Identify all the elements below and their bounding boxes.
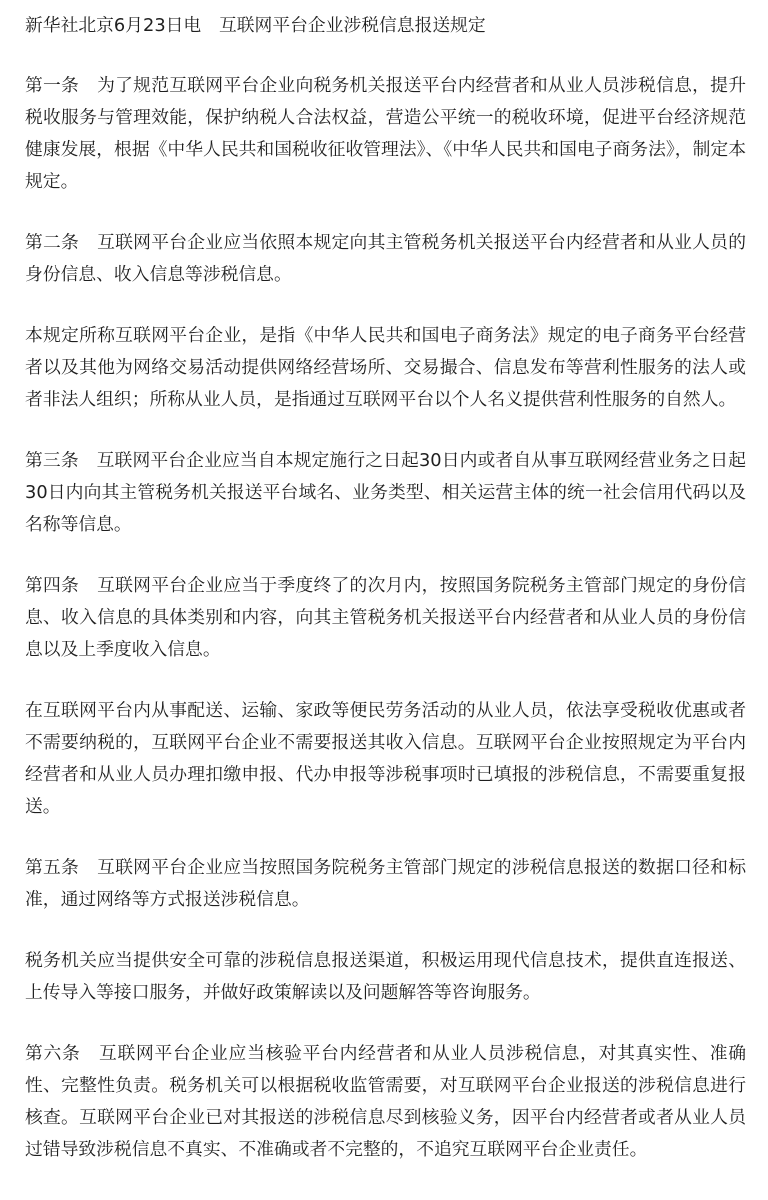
article-2-paragraph: 第二条 互联网平台企业应当依照本规定向其主管税务机关报送平台内经营者和从业人员的身份信息、收入信息等涉税信息。: [25, 232, 746, 285]
article-3-paragraph: 第三条 互联网平台企业应当自本规定施行之日起30日内或者自从事互联网经营业务之日起30日内向其主管税务机关报送平台域名、业务类型、相关运营主体的统一社会信用代码以及名称等信息。: [25, 450, 746, 535]
article-1-paragraph: 第一条 为了规范互联网平台企业向税务机关报送平台内经营者和从业人员涉税信息，提升税收服务与管理效能，保护纳税人合法权益，营造公平统一的税收环境，促进平台经济规范健康发展，根据《中华人民共和国税收征收管理法》、《中华人民共和国电子商务法》，制定本规定。: [25, 75, 746, 192]
article-5-paragraph: 第五条 互联网平台企业应当按照国务院税务主管部门规定的涉税信息报送的数据口径和标准，通过网络等方式报送涉税信息。: [25, 857, 746, 910]
article-dateline-title: 新华社北京6月23日电 互联网平台企业涉税信息报送规定: [25, 15, 486, 36]
article-5-service-paragraph: 税务机关应当提供安全可靠的涉税信息报送渠道，积极运用现代信息技术，提供直连报送、上传导入等接口服务，并做好政策解读以及问题解答等咨询服务。: [25, 950, 746, 1003]
article-4-exemption-paragraph: 在互联网平台内从事配送、运输、家政等便民劳务活动的从业人员，依法享受税收优惠或者不需要纳税的，互联网平台企业不需要报送其收入信息。互联网平台企业按照规定为平台内经营者和从业人员办理扣缴申报、代办申报等涉税事项时已填报的涉税信息，不需要重复报送。: [25, 700, 746, 817]
article-4-paragraph: 第四条 互联网平台企业应当于季度终了的次月内，按照国务院税务主管部门规定的身份信息、收入信息的具体类别和内容，向其主管税务机关报送平台内经营者和从业人员的身份信息以及上季度收入信息。: [25, 575, 746, 660]
article-6-paragraph: 第六条 互联网平台企业应当核验平台内经营者和从业人员涉税信息，对其真实性、准确性、完整性负责。税务机关可以根据税收监管需要，对互联网平台企业报送的涉税信息进行核查。互联网平台企业已对其报送的涉税信息尽到核验义务，因平台内经营者或者从业人员过错导致涉税信息不真实、不准确或者不完整的，不追究互联网平台企业责任。: [25, 1043, 746, 1160]
article-2-definition-paragraph: 本规定所称互联网平台企业，是指《中华人民共和国电子商务法》规定的电子商务平台经营者以及其他为网络交易活动提供网络经营场所、交易撮合、信息发布等营利性服务的法人或者非法人组织；所称从业人员，是指通过互联网平台以个人名义提供营利性服务的自然人。: [25, 325, 746, 410]
